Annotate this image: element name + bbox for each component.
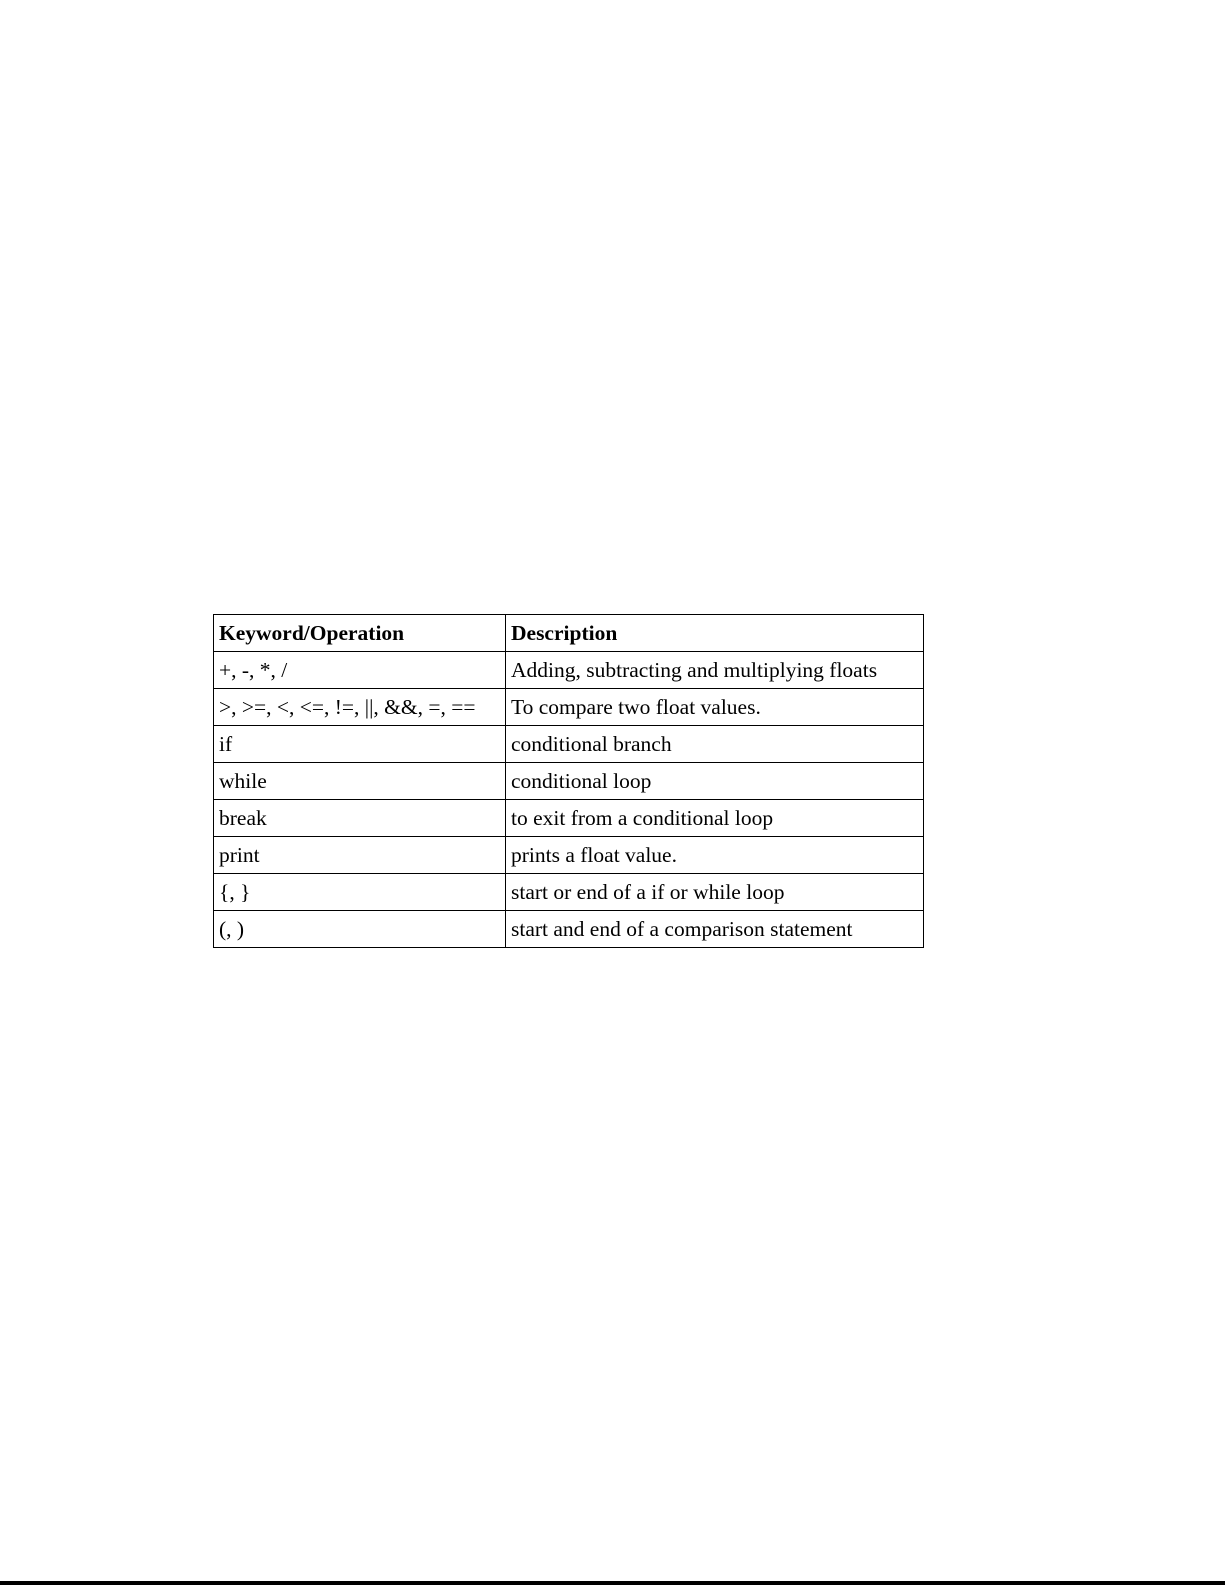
keyword-cell: if bbox=[214, 726, 506, 763]
page-bottom-border bbox=[0, 1581, 1225, 1585]
table-row bbox=[214, 652, 924, 689]
keyword-cell: break bbox=[214, 800, 506, 837]
keyword-cell: >, >=, <, <=, !=, ||, &&, =, == bbox=[214, 689, 506, 726]
description-cell: Adding, subtracting and multiplying floats bbox=[506, 652, 924, 689]
table-row bbox=[214, 874, 924, 911]
keyword-table bbox=[213, 614, 924, 948]
table-row bbox=[214, 837, 924, 874]
description-cell: start or end of a if or while loop bbox=[506, 874, 924, 911]
table-row bbox=[214, 800, 924, 837]
table-row bbox=[214, 763, 924, 800]
description-cell: conditional branch bbox=[506, 726, 924, 763]
keyword-cell: while bbox=[214, 763, 506, 800]
table-row bbox=[214, 911, 924, 948]
keyword-cell: print bbox=[214, 837, 506, 874]
description-cell: start and end of a comparison statement bbox=[506, 911, 924, 948]
keyword-cell: +, -, *, / bbox=[214, 652, 506, 689]
keyword-cell: (, ) bbox=[214, 911, 506, 948]
keyword-cell: {, } bbox=[214, 874, 506, 911]
description-cell: to exit from a conditional loop bbox=[506, 800, 924, 837]
table-row bbox=[214, 726, 924, 763]
header-description: Description bbox=[506, 615, 924, 652]
description-cell: To compare two float values. bbox=[506, 689, 924, 726]
table-header-row bbox=[214, 615, 924, 652]
description-cell: prints a float value. bbox=[506, 837, 924, 874]
table-row bbox=[214, 689, 924, 726]
header-keyword: Keyword/Operation bbox=[214, 615, 506, 652]
description-cell: conditional loop bbox=[506, 763, 924, 800]
